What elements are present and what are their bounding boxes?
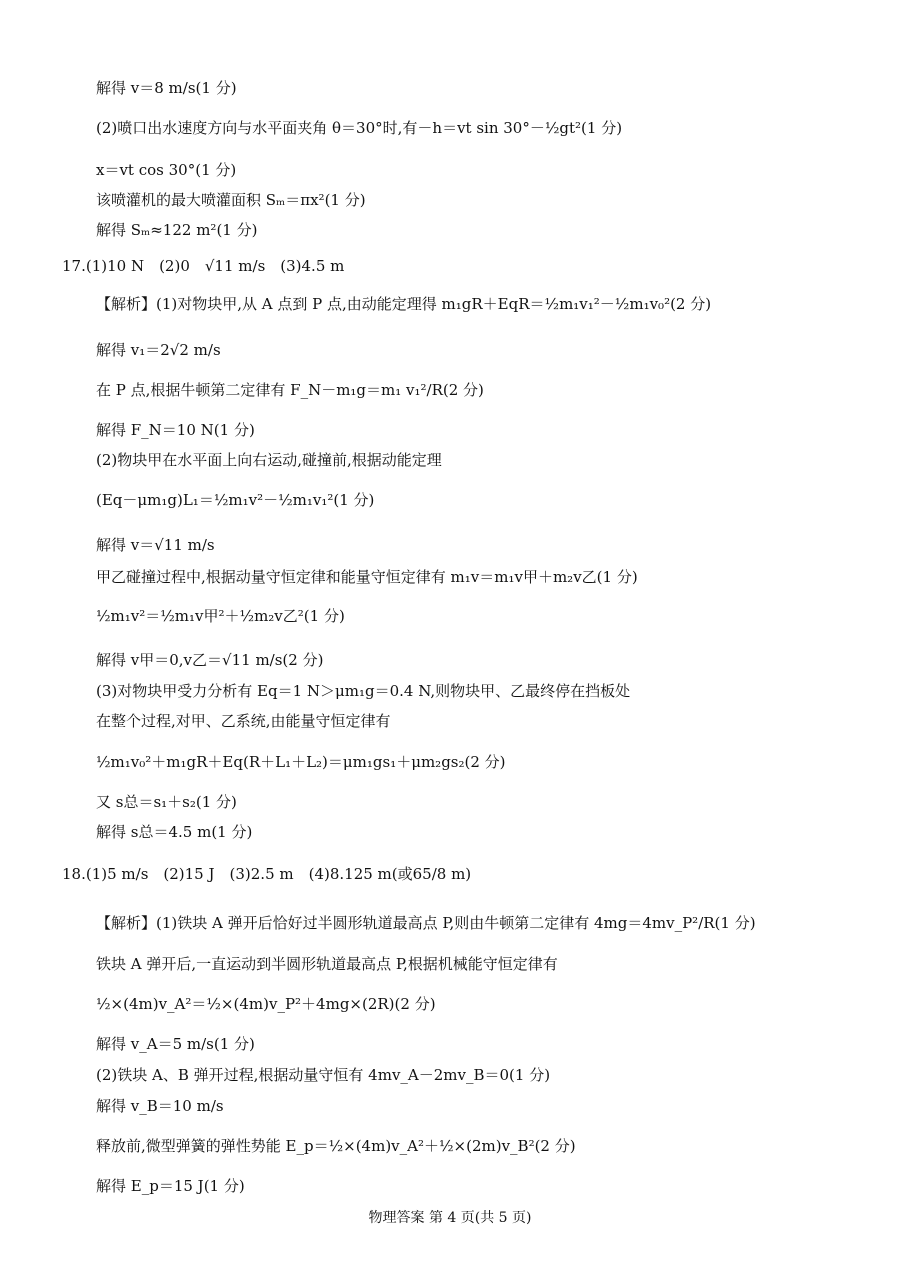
- text-line: 铁块 A 弹开后,一直运动到半圆形轨道最高点 P,根据机械能守恒定律有: [96, 955, 558, 973]
- text-line: 解得 v＝8 m/s(1 分): [96, 79, 237, 97]
- text-line: 解得 v甲＝0,v乙＝√11 m/s(2 分): [96, 651, 324, 669]
- text-line: x＝vt cos 30°(1 分): [96, 161, 237, 179]
- text-line: ½m₁v²＝½m₁v甲²＋½m₂v乙²(1 分): [96, 607, 345, 625]
- text-line: 又 s总＝s₁＋s₂(1 分): [96, 793, 237, 811]
- text-line: 在 P 点,根据牛顿第二定律有 F_N－m₁g＝m₁ v₁²/R(2 分): [96, 381, 484, 399]
- text-line: 解得 v_A＝5 m/s(1 分): [96, 1035, 255, 1053]
- text-line: 17.(1)10 N (2)0 √11 m/s (3)4.5 m: [62, 257, 345, 275]
- text-line: 解得 v₁＝2√2 m/s: [96, 341, 221, 359]
- text-line: 解得 v_B＝10 m/s: [96, 1097, 224, 1115]
- text-line: 【解析】(1)对物块甲,从 A 点到 P 点,由动能定理得 m₁gR＋EqR＝½m₁v₁²－½m₁v₀²(2 分): [96, 295, 712, 313]
- text-line: 该喷灌机的最大喷灌面积 Sₘ＝πx²(1 分): [96, 191, 366, 209]
- text-line: 【解析】(1)铁块 A 弹开后恰好过半圆形轨道最高点 P,则由牛顿第二定律有 4mg＝4mv_P²/R(1 分): [96, 914, 756, 932]
- text-line: 释放前,微型弹簧的弹性势能 E_p＝½×(4m)v_A²＋½×(2m)v_B²(2 分): [96, 1137, 576, 1155]
- text-line: (3)对物块甲受力分析有 Eq＝1 N＞μm₁g＝0.4 N,则物块甲、乙最终停在挡板处: [96, 682, 631, 700]
- page-footer: 物理答案 第 4 页(共 5 页): [368, 1210, 532, 1226]
- text-line: ½×(4m)v_A²＝½×(4m)v_P²＋4mg×(2R)(2 分): [96, 995, 436, 1013]
- text-line: (2)物块甲在水平面上向右运动,碰撞前,根据动能定理: [96, 451, 442, 469]
- text-line: 解得 E_p＝15 J(1 分): [96, 1177, 245, 1195]
- text-line: ½m₁v₀²＋m₁gR＋Eq(R＋L₁＋L₂)＝μm₁gs₁＋μm₂gs₂(2 分): [96, 753, 506, 771]
- text-line: 18.(1)5 m/s (2)15 J (3)2.5 m (4)8.125 m(或65/8 m): [62, 865, 472, 883]
- text-line: 解得 Sₘ≈122 m²(1 分): [96, 221, 258, 239]
- text-line: 解得 s总＝4.5 m(1 分): [96, 823, 253, 841]
- text-line: (2)铁块 A、B 弹开过程,根据动量守恒有 4mv_A－2mv_B＝0(1 分): [96, 1066, 551, 1084]
- text-line: 解得 v＝√11 m/s: [96, 536, 215, 554]
- text-line: 甲乙碰撞过程中,根据动量守恒定律和能量守恒定律有 m₁v＝m₁v甲＋m₂v乙(1 分): [96, 568, 638, 586]
- text-line: (2)喷口出水速度方向与水平面夹角 θ＝30°时,有－h＝vt sin 30°－½gt²(1 分): [96, 119, 623, 137]
- text-line: 解得 F_N＝10 N(1 分): [96, 421, 255, 439]
- text-line: 在整个过程,对甲、乙系统,由能量守恒定律有: [96, 712, 391, 730]
- text-line: (Eq－μm₁g)L₁＝½m₁v²－½m₁v₁²(1 分): [96, 491, 375, 509]
